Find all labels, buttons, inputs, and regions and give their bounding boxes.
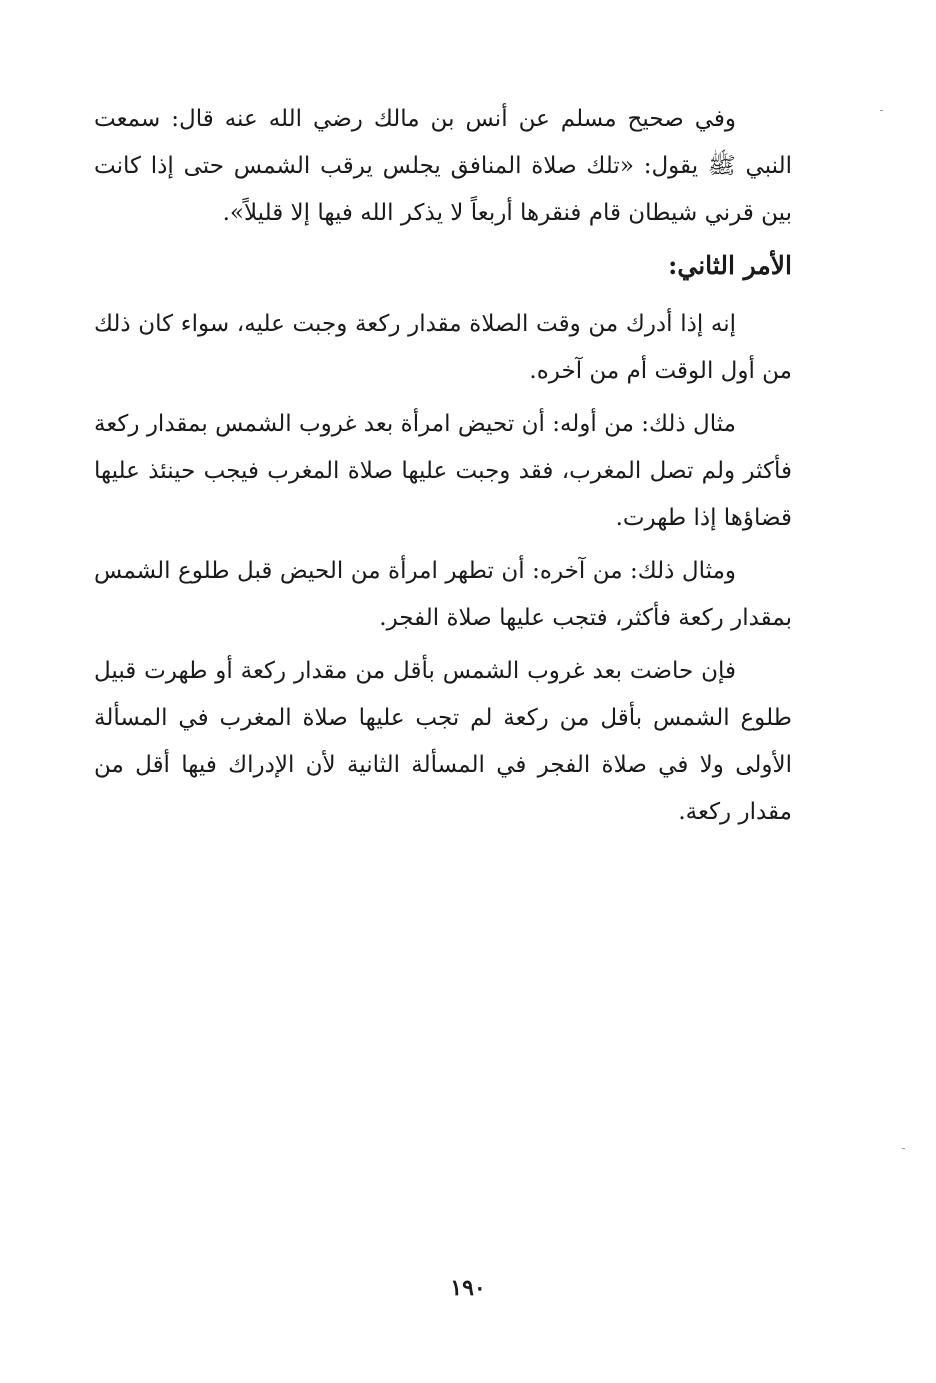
scan-speck: [880, 110, 883, 111]
page-number: ١٩٠: [450, 1275, 486, 1301]
scan-speck: [902, 1148, 905, 1149]
page-body: [94, 96, 792, 836]
opening-paragraph: وفي صحيح مسلم عن أنس بن مالك رضي الله عنه قال: سمعت النبي ﷺ يقول: «تلك صلاة المنافق يجلس يرقب الشمس حتى إذا كانت بين قرني شيطان قام فنقرها أربعاً لا يذكر الله فيها إلا قليلاً».: [94, 106, 792, 226]
section-heading: الأمر الثاني:: [668, 251, 792, 280]
body-paragraph-1: إنه إذا أدرك من وقت الصلاة مقدار ركعة وجبت عليه، سواء كان ذلك من أول الوقت أم من آخره.: [94, 311, 792, 384]
body-paragraph-3: ومثال ذلك: من آخره: أن تطهر امرأة من الحيض قبل طلوع الشمس بمقدار ركعة فأكثر، فتجب عليها صلاة الفجر.: [94, 558, 792, 631]
body-paragraph-2: مثال ذلك: من أوله: أن تحيض امرأة بعد غروب الشمس بمقدار ركعة فأكثر ولم تصل المغرب، فقد وجبت عليها صلاة المغرب فيجب حينئذ عليها قضاؤها إذا طهرت.: [94, 411, 792, 531]
body-paragraph-4: فإن حاضت بعد غروب الشمس بأقل من مقدار ركعة أو طهرت قبيل طلوع الشمس بأقل من ركعة لم تجب عليها صلاة المغرب في المسألة الأولى ولا في صلاة الفجر في المسألة الثانية لأن الإدراك فيها أقل من مقدار ركعة.: [94, 658, 792, 825]
